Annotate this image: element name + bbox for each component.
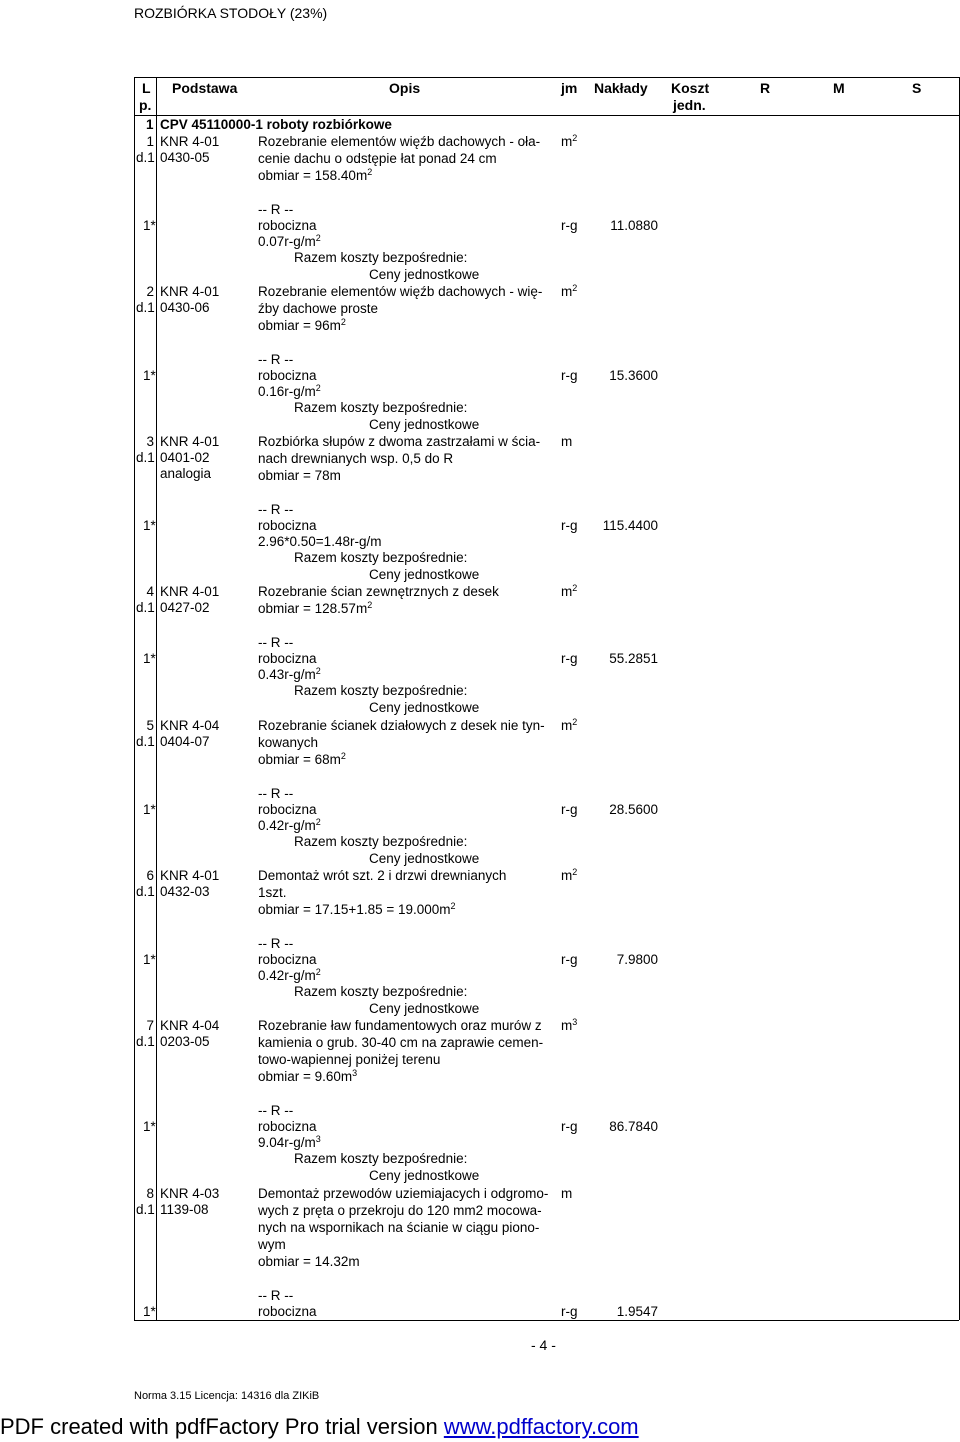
item-unit: $m^2$: [561, 283, 578, 299]
item-d: d.1: [136, 150, 155, 165]
labour-unit: r-g: [561, 218, 578, 233]
item-unit: $m^3$: [561, 1017, 578, 1033]
r-marker: -- R --: [258, 1288, 294, 1303]
item-quantity: obmiar = 14.32m: [258, 1254, 360, 1269]
labour-amount: 86.7840: [609, 1119, 658, 1134]
direct-costs-label: Razem koszty bezpośrednie:: [294, 683, 468, 698]
labour-norm: $0.43r-g/m^2$: [258, 666, 321, 682]
item-basis: KNR 4-01: [160, 868, 220, 883]
item-number: 6: [146, 868, 154, 883]
col-s: S: [912, 80, 922, 96]
r-marker: -- R --: [258, 635, 294, 650]
table-border-bottom: [134, 1320, 959, 1321]
item-description: źby dachowe proste: [258, 301, 379, 316]
superscript: 3: [315, 1134, 321, 1144]
labour-unit: r-g: [561, 1119, 578, 1134]
unit-prices-label: Ceny jednostkowe: [369, 851, 480, 866]
item-number: 5: [146, 718, 154, 733]
col-koszt-1: Koszt: [671, 80, 710, 96]
direct-costs-label: Razem koszty bezpośrednie:: [294, 834, 468, 849]
direct-costs-label: Razem koszty bezpośrednie:: [294, 984, 468, 999]
item-basis: 0404-07: [160, 734, 210, 749]
labour-unit: r-g: [561, 651, 578, 666]
item-quantity: obmiar = $17.15+1.85 = 19.000m^2$: [258, 901, 456, 917]
item-star: 1*: [143, 218, 156, 233]
unit-prices-label: Ceny jednostkowe: [369, 567, 480, 582]
direct-costs-label: Razem koszty bezpośrednie:: [294, 400, 468, 415]
item-description: Rozebranie elementów więźb dachowych - oła-: [258, 134, 541, 149]
col-m: M: [833, 80, 845, 96]
item-description: cenie dachu o odstępie łat ponad 24 cm: [258, 151, 497, 166]
direct-costs-label: Razem koszty bezpośrednie:: [294, 250, 468, 265]
item-d: d.1: [136, 450, 155, 465]
item-quantity: obmiar = $128.57m^2$: [258, 600, 373, 616]
item-unit: $m^2$: [561, 717, 578, 733]
labour-amount: 28.5600: [609, 802, 658, 817]
col-lp-2: p.: [139, 97, 152, 113]
superscript: 2: [340, 751, 346, 761]
labour-amount: 15.3600: [609, 368, 658, 383]
labour-amount: 7.9800: [616, 952, 658, 967]
col-lp-1: L: [142, 80, 151, 96]
labour-amount: 1.9547: [616, 1304, 658, 1319]
item-quantity: obmiar = $158.40m^2$: [258, 167, 373, 183]
item-basis: 1139-08: [160, 1202, 209, 1217]
item-description: Rozebranie elementów więźb dachowych - wię-: [258, 284, 543, 299]
item-d: d.1: [136, 600, 155, 615]
table-border-left: [134, 77, 135, 1320]
superscript: 3: [572, 1017, 578, 1027]
labour-amount: 11.0880: [610, 218, 658, 233]
col-jm: jm: [561, 80, 578, 96]
labour-amount: 115.4400: [602, 518, 658, 533]
superscript: 2: [315, 967, 321, 977]
item-unit: m: [561, 434, 573, 449]
item-basis: 0203-05: [160, 1034, 210, 1049]
labour-label: robocizna: [258, 1119, 317, 1134]
item-basis: KNR 4-04: [160, 1018, 220, 1033]
item-description: wych z pręta o przekroju do 120 mm2 mocowa-: [258, 1203, 542, 1218]
item-basis: KNR 4-04: [160, 718, 220, 733]
item-d: d.1: [136, 734, 155, 749]
labour-norm: $0.42r-g/m^2$: [258, 967, 321, 983]
unit-prices-label: Ceny jednostkowe: [369, 700, 480, 715]
col-naklady: Nakłady: [594, 80, 648, 96]
item-basis: KNR 4-01: [160, 134, 220, 149]
item-description: towo-wapiennej poniżej terenu: [258, 1052, 441, 1067]
direct-costs-label: Razem koszty bezpośrednie:: [294, 1151, 468, 1166]
labour-unit: r-g: [561, 952, 578, 967]
superscript: 2: [572, 867, 578, 877]
item-star: 1*: [143, 651, 156, 666]
labour-label: robocizna: [258, 518, 317, 533]
item-description: Demontaż przewodów uziemiajacych i odgromo-: [258, 1186, 549, 1201]
col-koszt-2: jedn.: [673, 97, 706, 113]
item-description: nych na wspornikach na ścianie w ciągu piono-: [258, 1220, 540, 1235]
item-star: 1*: [143, 1304, 156, 1319]
labour-unit: r-g: [561, 802, 578, 817]
r-marker: -- R --: [258, 786, 294, 801]
item-quantity: obmiar = $9.60m^3$: [258, 1068, 358, 1084]
labour-norm: 2.96*0.50=1.48r-g/m: [258, 534, 382, 549]
section-title: CPV 45110000-1 roboty rozbiórkowe: [160, 117, 392, 132]
r-marker: -- R --: [258, 502, 294, 517]
item-description: nach drewnianych wsp. 0,5 do R: [258, 451, 454, 466]
labour-norm: $9.04r-g/m^3$: [258, 1134, 321, 1150]
labour-label: robocizna: [258, 1304, 317, 1319]
superscript: 2: [572, 583, 578, 593]
superscript: 2: [572, 133, 578, 143]
labour-norm: $0.42r-g/m^2$: [258, 817, 321, 833]
column-divider: [156, 77, 157, 1320]
item-number: 3: [146, 434, 154, 449]
pdf-banner-text: PDF created with pdfFactory Pro trial version: [0, 1414, 444, 1439]
table-border-top: [134, 77, 959, 78]
item-description: Rozebranie ław fundamentowych oraz murów z: [258, 1018, 542, 1033]
license-note: Norma 3.15 Licencja: 14316 dla ZIKiB: [134, 1390, 320, 1402]
superscript: 2: [367, 167, 373, 177]
item-basis: 0427-02: [160, 600, 210, 615]
item-star: 1*: [143, 952, 156, 967]
item-star: 1*: [143, 368, 156, 383]
item-quantity: obmiar = 78m: [258, 468, 341, 483]
pdffactory-link[interactable]: www.pdffactory.com: [443, 1414, 639, 1439]
item-number: 1: [146, 134, 154, 149]
col-podstawa: Podstawa: [172, 80, 238, 96]
superscript: 2: [315, 666, 321, 676]
item-description: Rozebranie ścian zewnętrznych z desek: [258, 584, 499, 599]
item-basis: 0430-05: [160, 150, 210, 165]
col-opis: Opis: [389, 80, 421, 96]
item-d: d.1: [136, 1202, 155, 1217]
item-description: Rozebranie ścianek działowych z desek nie tyn-: [258, 718, 545, 733]
item-basis: KNR 4-01: [160, 434, 220, 449]
section-number: 1: [146, 117, 154, 132]
labour-label: robocizna: [258, 368, 317, 383]
item-quantity: obmiar = $96m^2$: [258, 317, 346, 333]
unit-prices-label: Ceny jednostkowe: [369, 417, 480, 432]
r-marker: -- R --: [258, 936, 294, 951]
item-d: d.1: [136, 884, 155, 899]
col-r: R: [760, 80, 771, 96]
labour-label: robocizna: [258, 952, 317, 967]
item-number: 7: [146, 1018, 154, 1033]
item-number: 4: [146, 584, 154, 599]
item-star: 1*: [143, 518, 156, 533]
superscript: 2: [315, 817, 321, 827]
labour-label: robocizna: [258, 802, 317, 817]
labour-unit: r-g: [561, 1304, 578, 1319]
item-unit: $m^2$: [561, 133, 578, 149]
superscript: 2: [367, 600, 373, 610]
item-d: d.1: [136, 1034, 155, 1049]
item-quantity: obmiar = $68m^2$: [258, 751, 346, 767]
item-description: 1szt.: [258, 885, 287, 900]
item-basis: analogia: [160, 466, 212, 481]
item-number: 8: [146, 1186, 154, 1201]
item-star: 1*: [143, 1119, 156, 1134]
item-basis: KNR 4-03: [160, 1186, 220, 1201]
item-description: Rozbiórka słupów z dwoma zastrzałami w ścia-: [258, 434, 541, 449]
r-marker: -- R --: [258, 1103, 294, 1118]
superscript: 2: [572, 283, 578, 293]
labour-label: robocizna: [258, 218, 317, 233]
unit-prices-label: Ceny jednostkowe: [369, 1168, 480, 1183]
superscript: 2: [315, 383, 321, 393]
superscript: 2: [450, 901, 456, 911]
labour-norm: $0.07r-g/m^2$: [258, 233, 321, 249]
item-d: d.1: [136, 300, 155, 315]
item-description: kowanych: [258, 735, 319, 750]
item-basis: 0430-06: [160, 300, 210, 315]
item-unit: $m^2$: [561, 583, 578, 599]
header-divider: [134, 115, 959, 116]
direct-costs-label: Razem koszty bezpośrednie:: [294, 550, 468, 565]
labour-unit: r-g: [561, 518, 578, 533]
unit-prices-label: Ceny jednostkowe: [369, 267, 480, 282]
item-basis: KNR 4-01: [160, 284, 220, 299]
item-number: 2: [146, 284, 154, 299]
page-header: ROZBIÓRKA STODOŁY (23%): [134, 5, 328, 21]
superscript: 2: [340, 317, 346, 327]
labour-amount: 55.2851: [609, 651, 658, 666]
unit-prices-label: Ceny jednostkowe: [369, 1001, 480, 1016]
item-basis: 0401-02: [160, 450, 210, 465]
item-description: Demontaż wrót szt. 2 i drzwi drewnianych: [258, 868, 507, 883]
item-description: kamienia o grub. 30-40 cm na zaprawie cemen-: [258, 1035, 544, 1050]
r-marker: -- R --: [258, 352, 294, 367]
pdf-banner: [0, 1414, 639, 1440]
superscript: 3: [352, 1068, 358, 1078]
superscript: 2: [315, 233, 321, 243]
item-star: 1*: [143, 802, 156, 817]
item-basis: 0432-03: [160, 884, 210, 899]
item-unit: $m^2$: [561, 867, 578, 883]
r-marker: -- R --: [258, 202, 294, 217]
item-description: wym: [258, 1237, 286, 1252]
superscript: 2: [572, 717, 578, 727]
item-unit: m: [561, 1186, 573, 1201]
labour-label: robocizna: [258, 651, 317, 666]
item-basis: KNR 4-01: [160, 584, 220, 599]
labour-unit: r-g: [561, 368, 578, 383]
page-number: - 4 -: [531, 1337, 556, 1353]
labour-norm: $0.16r-g/m^2$: [258, 383, 321, 399]
